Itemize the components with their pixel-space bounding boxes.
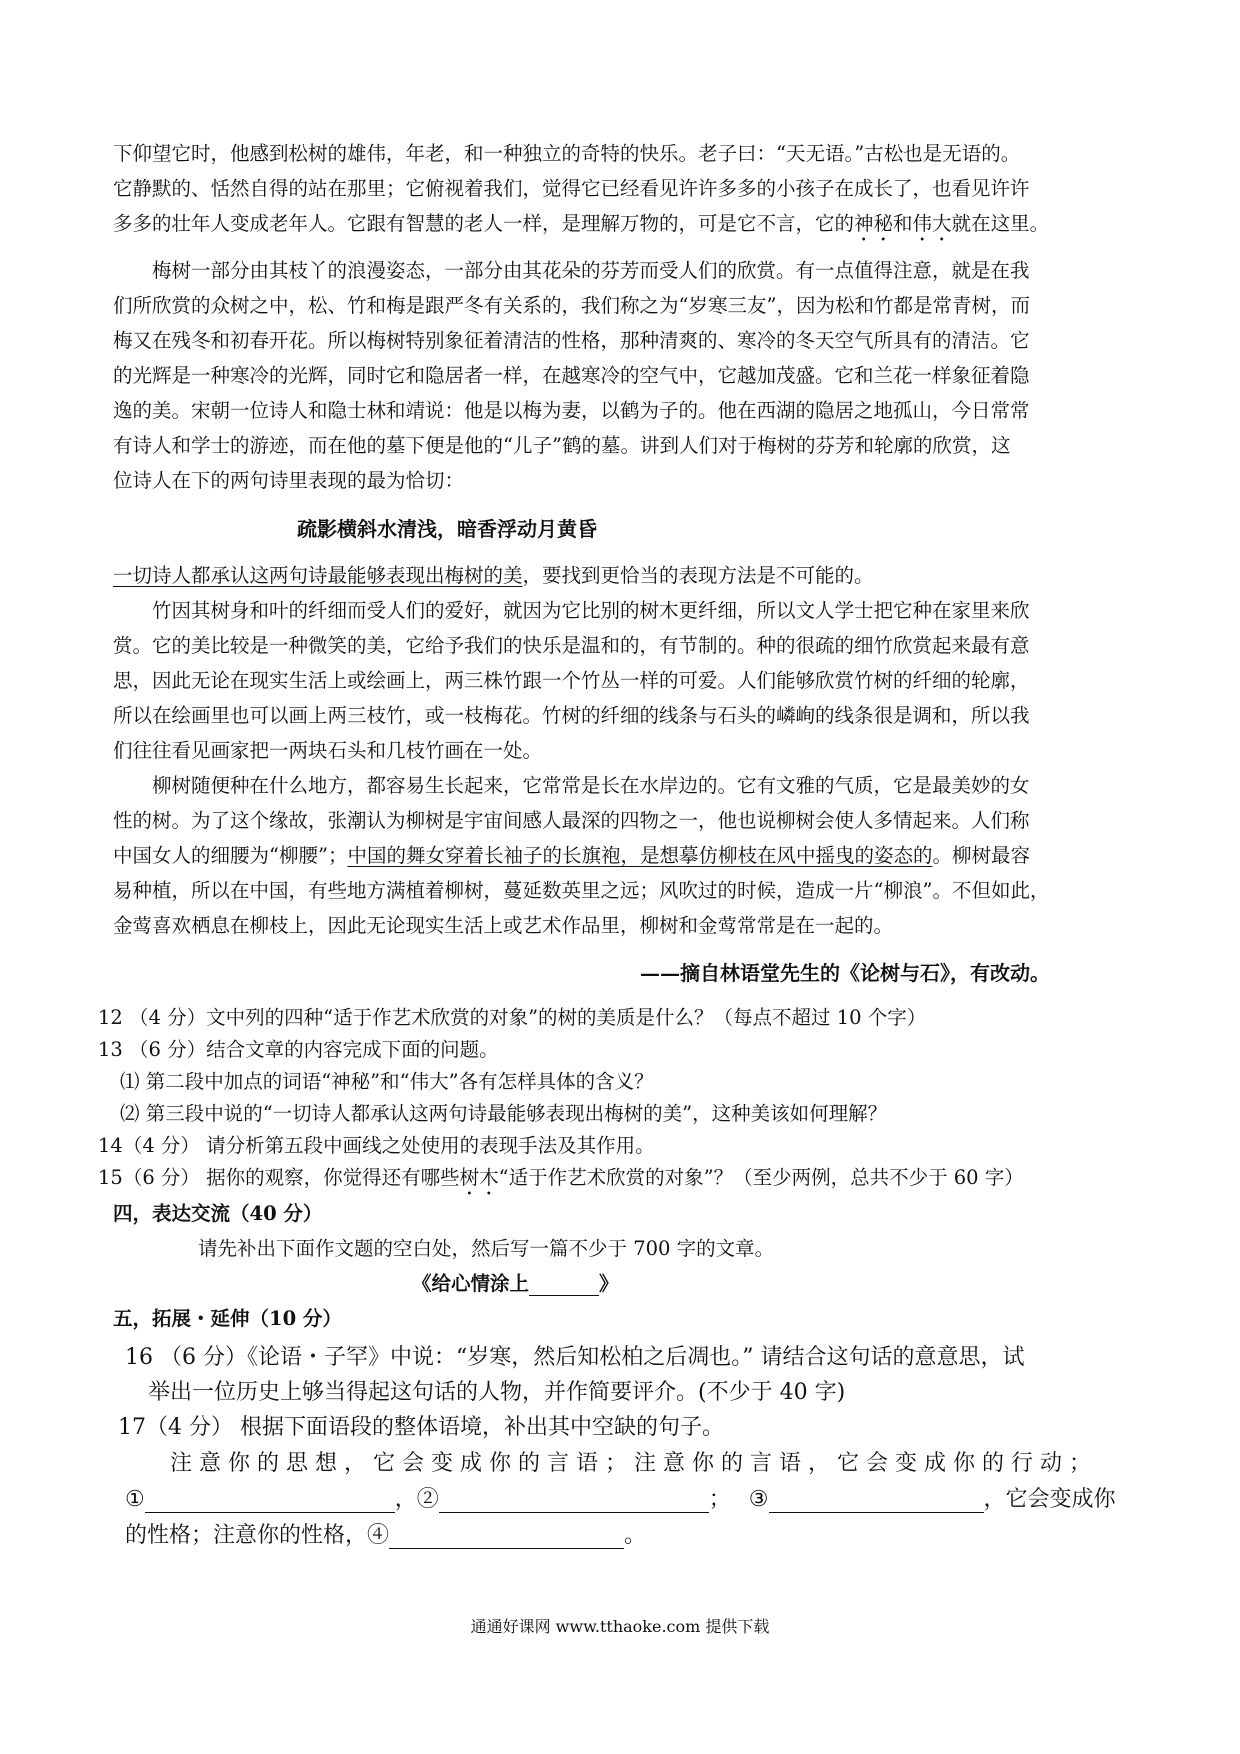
blank-2-marker: ② (416, 1487, 439, 1512)
p1-line-2: 它静默的、恬然自得的站在那里；它俯视着我们，觉得它已经看见许许多多的小孩子在成长了，也看见许许 (113, 177, 1030, 200)
last-line-text: 的性格；注意你的性格， (125, 1523, 368, 1548)
section-4-instruction: 请先补出下面作文题的空白处，然后写一篇不少于 700 字的文章。 (198, 1237, 775, 1260)
p4-line-1: 柳树随便种在什么地方，都容易生长起来，它常常是长在水岸边的。它有文雅的气质，它是最美妙的女 (152, 774, 1030, 797)
p3-line-2: 赏。它的美比较是一种微笑的美，它给予我们的快乐是温和的，有节制的。种的很疏的细竹欣赏起来最有意 (113, 634, 1030, 657)
p4-line-5: 金莺喜欢栖息在柳枝上，因此无论现实生活上或艺术作品里，柳树和金莺常常是在一起的。 (113, 914, 894, 937)
p2-line-5: 逸的美。宋朝一位诗人和隐士林和靖说：他是以梅为妻，以鹤为子的。他在西湖的隐居之地孤山，今日常常 (113, 399, 1030, 422)
blank-3-marker: ③ (748, 1487, 769, 1512)
blank-1-marker: ① (125, 1487, 145, 1512)
underlined-sentence-willow: 中国的舞女穿着长袖子的长旗袍，是想摹仿柳枝在风中摇曳的姿态的 (347, 844, 933, 867)
essay-title-open: 《给心情涂上 (412, 1272, 530, 1295)
question-15-text-c: “适于作艺术欣赏的对象”？（至少两例，总共不少于 60 字） (498, 1166, 1024, 1189)
comma-1: ， (394, 1487, 417, 1512)
question-13-1: ⑴ 第二段中加点的词语“神秘”和“伟大”各有怎样具体的含义？ (120, 1070, 654, 1093)
question-17-blanks-line (125, 1482, 1116, 1513)
p3-line-5: 们往往看见画家把一两块石头和几枝竹画在一处。 (113, 739, 543, 762)
p3-line-1: 竹因其树身和叶的纤细而受人们的爱好，就因为它比别的树木更纤细，所以文人学士把它种在家里来欣 (152, 599, 1030, 622)
blank-1[interactable] (145, 1486, 395, 1513)
p1-line-3-text-a: 多多的壮年人变成老年人。它跟有智慧的老人一样，是理解万物的，可是它不言，它的 (113, 212, 855, 235)
p3-line-4: 所以在绘画里也可以画上两三枝竹，或一枝梅花。竹树的纤细的线条与石头的嶙峋的线条很是调和，所以我 (113, 704, 1030, 727)
poem-line: 疏影横斜水清浅，暗香浮动月黄昏 (297, 517, 597, 541)
p1-line-1: 下仰望它时，他感到松树的雄伟，年老，和一种独立的奇特的快乐。老子曰：“天无语。”古松也是无语的。 (113, 142, 1021, 165)
question-15-text-a: 15（6 分） 据你的观察，你觉得还有哪些 (98, 1166, 460, 1189)
question-16-line-1: 16 （6 分）《论语・子罕》中说：“岁寒，然后知松柏之后凋也。” 请结合这句话的意意思，试 (125, 1345, 1025, 1370)
p2-line-7: 位诗人在下的两句诗里表现的最为恰切： (113, 469, 465, 492)
section-5-title: 五，拓展・延伸（10 分） (113, 1307, 342, 1330)
p4-line-3-text-c: 。柳树最容 (932, 844, 1030, 867)
question-14: 14（4 分） 请分析第五段中画线之处使用的表现手法及其作用。 (98, 1134, 655, 1157)
blank-3[interactable] (769, 1486, 984, 1513)
p1-line-3 (113, 208, 1049, 246)
question-16-line-2: 举出一位历史上够当得起这句话的人物，并作简要评介。(不少于 40 字) (148, 1380, 846, 1405)
question-13-2: ⑵ 第三段中说的“一切诗人都承认这两句诗最能够表现出梅树的美”，这种美该如何理解？ (120, 1102, 888, 1125)
underlined-sentence-plum: 一切诗人都承认这两句诗最能够表现出梅树的美 (113, 564, 523, 587)
p4-line-3 (113, 840, 1030, 868)
p2-line-1: 梅树一部分由其枝丫的浪漫姿态，一部分由其花朵的芬芳而受人们的欣赏。有一点值得注意，就是在我 (152, 259, 1030, 282)
p3-line-3: 思，因此无论在现实生活上或绘画上，两三株竹跟一个竹丛一样的可爱。人们能够欣赏竹树的纤细的轮廓， (113, 669, 1030, 692)
p2-line-4: 的光辉是一种寒冷的光辉，同时它和隐居者一样，在越寒冷的空气中，它越加茂盛。它和兰花一样象征着隐 (113, 364, 1030, 387)
dotted-word-trees: 树木 (459, 1166, 499, 1189)
essay-title-blank[interactable] (529, 1269, 599, 1296)
section-4-title: 四，表达交流（40 分） (113, 1202, 323, 1225)
p4-line-3-text-a: 中国女人的细腰为“柳腰”； (113, 844, 348, 867)
essay-title (412, 1268, 619, 1296)
question-15 (98, 1162, 1024, 1200)
blank-2[interactable] (439, 1486, 709, 1513)
question-12: 12 （4 分）文中列的四种“适于作艺术欣赏的对象”的树的美质是什么？（每点不超过 10 个字） (98, 1006, 927, 1029)
semicolon: ； (708, 1487, 731, 1512)
p4-line-4: 易种植，所以在中国，有些地方满植着柳树，蔓延数英里之远；风吹过的时候，造成一片“柳浪”。不但如此， (113, 879, 1050, 902)
dotted-word-mystery: 神秘 (854, 212, 894, 235)
question-13: 13 （6 分）结合文章的内容完成下面的问题。 (98, 1038, 499, 1061)
p2-line-2: 们所欣赏的众树之中，松、竹和梅是跟严冬有关系的，我们称之为“岁寒三友”，因为松和竹都是常青树，而 (113, 294, 1030, 317)
blank-4-marker: ④ (367, 1523, 390, 1548)
p1-line-3-text-c: 和 (893, 212, 913, 235)
page-footer: 通通好课网 www.tthaoke.com 提供下载 (470, 1617, 770, 1636)
after-blank-3: ，它会变成你 (983, 1487, 1116, 1512)
p2b-rest: ，要找到更恰当的表现方法是不可能的。 (522, 564, 874, 587)
essay-title-close: 》 (599, 1272, 619, 1295)
blank-4[interactable] (389, 1522, 624, 1549)
period: 。 (624, 1523, 647, 1548)
p2-line-3: 梅又在残冬和初春开花。所以梅树特别象征着清洁的性格，那种清爽的、寒冷的冬天空气所具有的清洁。它 (113, 329, 1030, 352)
p2b-line (113, 560, 874, 588)
p4-line-2: 性的树。为了这个缘故，张潮认为柳树是宇宙间感人最深的四物之一，他也说柳树会使人多情起来。人们称 (113, 809, 1030, 832)
p1-line-3-text-e: 就在这里。 (951, 212, 1050, 235)
dotted-word-greatness: 伟大 (912, 212, 952, 235)
question-17-last-line (125, 1518, 646, 1549)
question-17-text: 注意你的思想，它会变成你的言语；注意你的言语，它会变成你的行动； (170, 1451, 1099, 1476)
question-17: 17（4 分） 根据下面语段的整体语境，补出其中空缺的句子。 (118, 1415, 724, 1440)
article-source: ——摘自林语堂先生的《论树与石》，有改动。 (640, 961, 1050, 985)
p2-line-6: 有诗人和学士的游迹，而在他的墓下便是他的“儿子”鹤的墓。讲到人们对于梅树的芬芳和轮廓的欣赏，这 (113, 434, 1011, 457)
